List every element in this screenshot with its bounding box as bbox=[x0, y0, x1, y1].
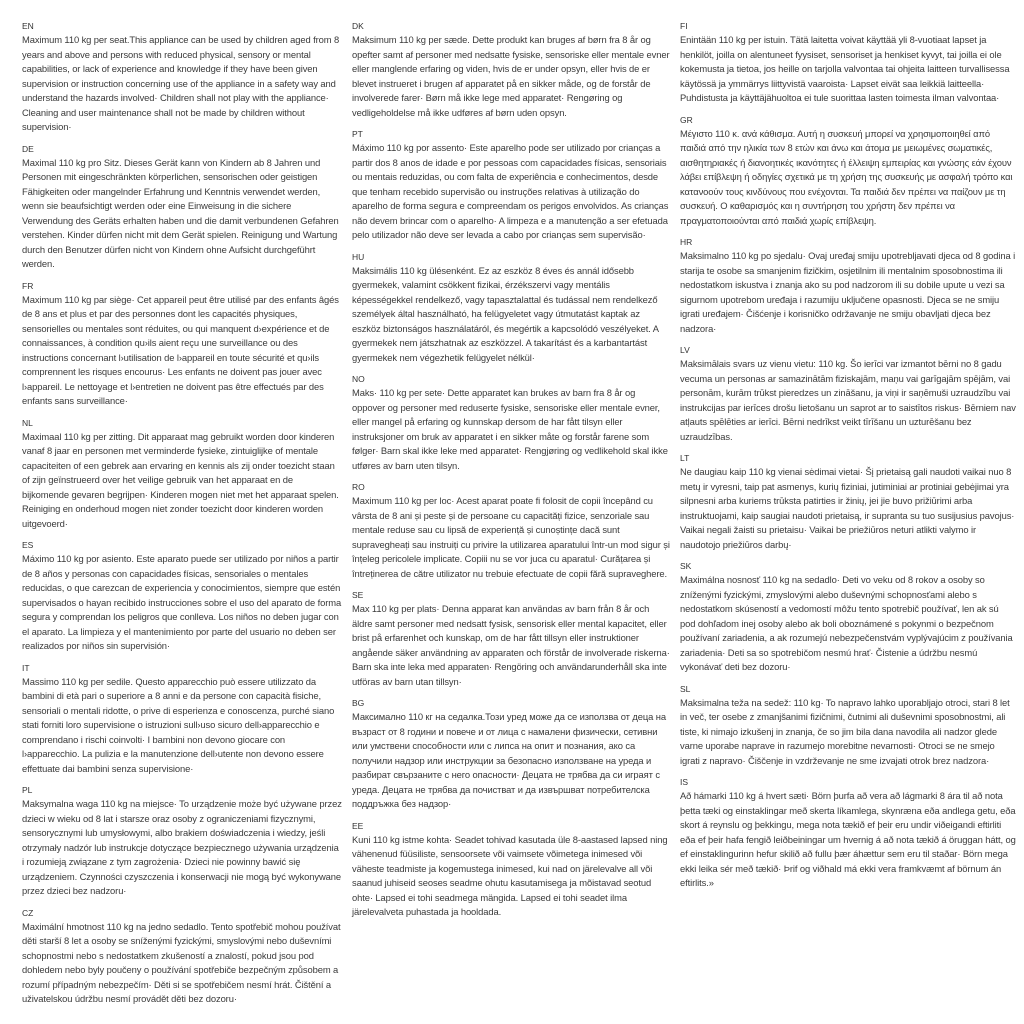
language-section-hu bbox=[352, 251, 670, 366]
instruction-text-line: concerning use of the appliance in a safety way and understand the hazards involved· bbox=[22, 77, 336, 103]
instruction-text-line: ou instruções relativas à utilização do aparelho de forma segura e compreendam os bbox=[352, 185, 640, 211]
instruction-paragraph bbox=[352, 833, 670, 920]
instruction-text-line: tietoa, jos heille on tarjolla valvontaa tai ohjeita laitteen turvallisessa käytössä ja bbox=[680, 63, 1010, 89]
instruction-text-line: ak boli oboznámené s pokynmi o bezpečnom používaní zariadenia, a ak rozumejú bbox=[680, 617, 994, 643]
language-code: BG bbox=[352, 698, 365, 708]
instruction-text-line: инструкции за безопасно използване на уреда и разбират свързаните с него bbox=[352, 754, 652, 780]
instruction-text-line: ou com falta de experiência e conhecimentos, desde que tenham recebido supervisão bbox=[352, 171, 659, 197]
instruction-text-line: se spotřebičem nesmí hrát. Čištění a uživatelskou údržbu nesmí provádět děti bez bbox=[22, 978, 331, 1004]
language-code: HR bbox=[680, 237, 693, 247]
instruction-paragraph bbox=[680, 127, 1016, 229]
language-section-pl bbox=[22, 784, 342, 899]
instruction-text-line: Að hámarki 110 kg á hvert sæti· Börn þurfa að vera að lágmarki 8 ára til að nota þetta bbox=[680, 790, 1003, 816]
instruction-paragraph bbox=[680, 357, 1016, 444]
instruction-text-line: Maximal 110 kg pro Sitz. Dieses Gerät kann von Kindern ab 8 Jahren und Personen mit bbox=[22, 156, 321, 182]
language-code: IT bbox=[22, 662, 30, 673]
instruction-text-line: Maksymalna waga 110 kg na miejsce· To urządzenie może być używane przez dzieci w bbox=[22, 798, 342, 824]
language-code: EN bbox=[22, 21, 34, 31]
instruction-text-line: reynslu og þekkingu, mega nota tækið ef þeir eru undir viðeigandi eftirliti eða ef þeir bbox=[680, 819, 1002, 845]
language-section-pt bbox=[352, 128, 670, 243]
language-code: FI bbox=[680, 21, 688, 31]
instruction-text-line: af personer med nedsatte fysiske, sensoriske eller mentale evner eller manglende bbox=[352, 48, 670, 74]
instruction-text-line: от 8 години и повече и от лица с намалени физически, сетивни или умствени bbox=[352, 725, 658, 751]
instruction-text-line: Massimo 110 kg per sedile. Questo apparecchio può essere utilizzato da bambini di età bbox=[22, 675, 317, 701]
instruction-text-line: sécurité et qu›ils comprennent les risques encourus· Les enfants ne doivent pas jouer bbox=[22, 351, 319, 377]
instruction-paragraph bbox=[352, 386, 670, 473]
instruction-text-line: Máximo 110 kg por assento· Este aparelho pode ser utilizado por crianças a partir dos 8 bbox=[352, 142, 661, 168]
language-section-sk bbox=[680, 560, 1016, 675]
instruction-text-line: starija te osobe sa smanjenim fizičkim, osjetilnim ili mentalnim sposobnostima ili bbox=[680, 264, 1003, 276]
instruction-text-line: käyttäjähuoltoa ei tule suorittaa lasten toimesta ilman valvontaa· bbox=[740, 92, 1000, 103]
instruction-text-line: leika sér með tækið· Þrif og viðhald má ekki vera framkvæmt af börnum án eftirlits.» bbox=[680, 862, 1002, 888]
instruction-text-line: gyermekek nem végezhetik felügyelet nélkül· bbox=[352, 351, 535, 363]
language-section-dk bbox=[352, 20, 670, 120]
instruction-text-line: o používání spotřebiče bezpečným způsobem a rozumí případným nebezpečím· Děti si bbox=[22, 964, 339, 990]
language-code: LV bbox=[680, 345, 690, 355]
instruction-text-line: above and persons with reduced physical, sensory or mental capabilities, or lack of bbox=[22, 48, 311, 74]
instruction-text-line: tapasztalattal és tudással nem rendelkező személyek által használható, ha felügyeletet bbox=[352, 293, 658, 319]
instruction-text-line: ani și peste și de persoane cu capacități fizice, senzoriale sau mentale reduse sau cu bbox=[352, 509, 650, 535]
language-code: FR bbox=[22, 280, 34, 291]
language-code: DE bbox=[22, 143, 34, 154]
instruction-text-line: Dzieci nie powinny bawić się urządzeniem. Czynności czyszczenia i konserwacji nie mogą bbox=[22, 856, 301, 882]
instruction-text-line: способности или с липса на опит и познания, ако са получили надзор или bbox=[352, 740, 636, 766]
language-code: PT bbox=[352, 129, 363, 139]
instruction-paragraph bbox=[22, 33, 342, 135]
instruction-text-line: personer med reduserte fysiske, sensoriske eller mentale evner, eller mangel på bbox=[352, 401, 660, 427]
instruction-paragraph bbox=[352, 33, 670, 120]
instruction-text-line: durchgeführt werden. bbox=[22, 243, 316, 269]
instruction-text-line: reçu une surveillance ou des instructions concernant l›utilisation de l›appareil en toute bbox=[22, 337, 298, 363]
instruction-text-line: non devono giocare con l›apparecchio. La pulizia e la manutenzione dell›utente non bbox=[22, 733, 286, 759]
instruction-text-line: starší 8 let a osoby se sníženými fyzickými, smyslovými nebo duševními schopnostmi bbox=[22, 935, 332, 961]
instruction-text-line: gebrek aan ervaring en kennis als zij onder toezicht staan of zijn geïnstrueerd over het bbox=[22, 459, 335, 485]
instruction-text-line: Reinigung und Wartung durch den Benutzer dürfen nicht von Kindern ohne Aufsicht bbox=[22, 229, 338, 255]
instruction-text-line: kurām trūkst pieredzes un zināšanu, ja viņi ir saņēmuši uzraudzību vai instrukcijas par bbox=[680, 387, 1011, 413]
instruction-text-line: valamint csökkent fizikai, érzékszervi vagy mentális képességekkel rendelkező, vagy bbox=[352, 279, 610, 305]
language-code: DK bbox=[352, 21, 364, 31]
language-section-sl bbox=[680, 683, 1016, 769]
instruction-text-line: seoses seadme ohutu kasutamisega ja mõistavad seotud ohte· Lapsed ei tohi seadmega bbox=[352, 877, 652, 903]
instruction-text-line: Máximo 110 kg por asiento. Este aparato puede ser utilizado por niños a partir de 8 bbox=[22, 553, 339, 579]
instruction-text-line: nebo s nedostatkem zkušeností a znalostí, pokud jsou pod dohledem nebo byly poučeny bbox=[22, 949, 314, 975]
language-section-ee bbox=[352, 820, 670, 920]
instruction-text-line: enfants sans surveillance· bbox=[22, 395, 128, 406]
language-code: HU bbox=[352, 251, 365, 262]
instruction-text-line: wieku od 8 lat i starsze oraz osoby z ograniczeniami fizycznymi, sensorycznymi lub bbox=[22, 812, 316, 838]
language-section-no bbox=[352, 373, 670, 473]
instruction-text-line: tæki og einstaklingar með skerta líkamlega, skynræna eða andlega getu, eða skort á bbox=[680, 804, 1016, 830]
instruction-text-line: made by children without supervision· bbox=[22, 106, 305, 132]
instruction-text-line: nebezpečenstvám vyplývajúcim z používania zariadenia· Deti sa so spotrebičom nesmú bbox=[680, 632, 1013, 658]
language-code: SL bbox=[680, 683, 691, 694]
instruction-paragraph bbox=[352, 494, 670, 581]
instruction-text-line: juca cu aparatul· Curățarea și întreținerea de către utilizator nu trebuie efectuate de bbox=[352, 553, 651, 579]
column-left bbox=[22, 20, 342, 1015]
instruction-text-line: och kunskap, om de har fått tillsyn eller instruktioner angående säker användning av bbox=[352, 632, 639, 658]
language-section-nl bbox=[22, 417, 342, 532]
instruction-text-line: umysłowymi, albo brakiem doświadczenia i wiedzy, jeśli otrzymały nadzór lub instrukcje bbox=[22, 827, 326, 853]
instruction-text-line: avec l›appareil. Le nettoyage et l›entretien ne doivent pas être effectués par des bbox=[22, 366, 324, 392]
instruction-text-line: Maximálna nosnosť 110 kg na sedadlo· Deti vo veku od 8 rokov a osoby so zníženými bbox=[680, 574, 985, 600]
instruction-paragraph bbox=[680, 696, 1016, 769]
instruction-paragraph bbox=[680, 249, 1016, 336]
language-section-cz bbox=[22, 907, 342, 1007]
instruction-text-line: Maximaal 110 kg per zitting. Dit apparaat mag gebruikt worden door kinderen vanaf 8 bbox=[22, 430, 335, 456]
instruction-text-line: veszélyeket. A gyermekek nem játszhatnak az eszközzel. A takarítást és a karbantartást bbox=[352, 322, 659, 348]
instruction-text-line: peligros que conlleva. Los niños no deben jugar con el aparato. La limpieza y el bbox=[22, 611, 339, 637]
instruction-text-line: mantenimiento por parte del usuario no deben ser realizados por niños sin supervisión· bbox=[22, 625, 336, 651]
instruction-text-line: un personas ar samazinātām fiziskajām, maņu vai garīgajām spējām, vai personām, bbox=[680, 372, 1011, 398]
language-section-hr bbox=[680, 236, 1016, 336]
instruction-text-line: fyzickými, zmyslovými alebo duševnými schopnosťami alebo s nedostatkom skúseností bbox=[680, 588, 977, 614]
instruction-text-line: Maksimālais svars uz vienu vietu: 110 kg. Šo ierīci var izmantot bērni no 8 gadu vecuma bbox=[680, 358, 1002, 384]
instruction-text-line: Maksimális 110 kg ülésenként. Ez az eszköz 8 éves és annál idősebb gyermekek, bbox=[352, 264, 634, 290]
instruction-text-line: utilizarea aparatului într-un mod sigur și înțeleg pericolele implicate. Copiii nu se vor bbox=[352, 538, 670, 564]
instruction-text-line: Rengöring och användarunderhåll ska inte utföras av barn utan tillsyn· bbox=[352, 661, 667, 687]
instruction-text-line: jaar en personen met verminderde fysieke, zintuiglijke of mentale capaciteiten of een bbox=[22, 445, 319, 471]
instruction-text-line: experience and knowledge if they have been given supervision or instruction bbox=[22, 63, 318, 89]
instruction-text-line: i en sikker måte og forstår farene som følger· Barn skal ikke leke med apparatet· bbox=[352, 430, 650, 456]
instruction-text-line: lipsă de experiență și cunoștințe dacă sunt supravegheați sau instruiți cu privire la bbox=[352, 524, 620, 550]
language-code: SK bbox=[680, 561, 692, 571]
language-section-fi bbox=[680, 20, 1016, 106]
instruction-text-line: nimajo izkušenj in znanja, če so jim bila dana navodila ali nadzor glede varne uporabe bbox=[680, 725, 998, 751]
instruction-text-line: vähenenud füüsiliste, sensoorsete või vaimsete võimetega inimesed või väheste bbox=[352, 848, 643, 874]
instruction-text-line: Maximum 110 kg par siège· Cet appareil peut être utilisé par des enfants âgés de 8 ans bbox=[22, 293, 339, 319]
instruction-paragraph bbox=[22, 156, 342, 272]
instruction-text-line: veilige gebruik van het apparaat en de bijkomende gevaren begrijpen· Kinderen mogen bbox=[22, 474, 294, 500]
instruction-text-line: personer med nedsatt fysisk, sensorisk eller mental kapacitet, eller brist på erfarenhet bbox=[352, 617, 667, 643]
instruction-text-line: apparatet på en sikker måde, og de forstår de involverede farer· Børn må ikke lege med bbox=[352, 77, 651, 103]
instruction-text-line: niet met het apparaat spelen. Reiniging en onderhoud mogen niet zonder toezicht door bbox=[22, 488, 339, 514]
language-section-ro bbox=[352, 481, 670, 581]
instruction-text-line: réduites, ou qui manquent d›expérience et de connaissances, à condition qu›ils aient bbox=[22, 322, 330, 348]
language-section-fr bbox=[22, 280, 342, 409]
instruction-text-line: eingeschränkten körperlichen, sensorischen oder geistigen Fähigkeiten oder bbox=[22, 171, 318, 197]
instruction-text-line: devono essere effettuate dai bambini senza supervisione· bbox=[22, 748, 324, 774]
language-section-bg bbox=[352, 697, 670, 812]
language-code: NO bbox=[352, 374, 365, 384]
language-code: LT bbox=[680, 453, 690, 463]
instruction-text-line: et plus et par des personnes dont les capacités physiques, sensorielles ou mentales sont bbox=[22, 308, 298, 334]
instruction-text-line: Max 110 kg per plats· Denna apparat kan användas av barn från 8 år och äldre samt bbox=[352, 603, 650, 629]
instruction-text-line: in vzdrževanje ne sme izvajati otrok brez nadzora· bbox=[785, 754, 990, 766]
instruction-text-line: κινδύνους που ενέχονται. Τα παιδιά δεν πρέπει να παίζουν με τη συσκευή. Ο bbox=[680, 185, 1006, 211]
instruction-paragraph bbox=[352, 602, 670, 689]
instruction-paragraph bbox=[680, 573, 1016, 675]
instruction-text-line: recibido instrucciones sobre el uso del aparato de forma segura y comprendan los bbox=[22, 596, 342, 622]
instruction-text-line: hafa fengið leiðbeiningar um hvernig á að nota tækið á öruggan hátt, og ef bbox=[680, 833, 1016, 859]
instruction-text-line: ierīci. Bērni nedrīkst veikt tīrīšanu un uzturēšanu bez uzraudzības. bbox=[680, 416, 972, 442]
instruction-text-line: Maksimum 110 kg per sæde. Dette produkt kan bruges af børn fra 8 år og opefter samt bbox=[352, 34, 651, 60]
instruction-text-line: dotyczące bezpiecznego używania urządzenia i rozumieją związane z tym zagrożenia· bbox=[22, 841, 339, 867]
language-section-de bbox=[22, 143, 342, 272]
instruction-paragraph bbox=[680, 789, 1016, 891]
instruction-text-line: Maks· 110 kg per sete· Dette apparatet kan brukes av barn fra 8 år og oppover og bbox=[352, 387, 636, 413]
language-code: EE bbox=[352, 820, 364, 831]
instruction-paragraph bbox=[680, 465, 1016, 552]
instruction-text-line: hrať· Čistenie a údržbu nesmú vykonávať deti bez dozoru· bbox=[680, 646, 978, 672]
language-section-it bbox=[22, 662, 342, 777]
instruction-text-line: joilla on alentuneet fyysiset, sensoriset ja henkiset kyvyt, tai joilla ei ole kokemusta ja bbox=[680, 48, 1002, 74]
instruction-text-line: carezcan de experiencia y conocimientos, siempre que estén supervisados o hayan bbox=[22, 582, 341, 608]
instruction-paragraph bbox=[22, 430, 342, 532]
instruction-paragraph bbox=[680, 33, 1016, 106]
instruction-text-line: Maksimalna teža na sedež: 110 kg· To napravo lahko uporabljajo otroci, stari 8 let in bbox=[680, 696, 1010, 722]
instruction-text-line: pari o superiore a 8 anni e da persone con capacità fisiche, sensoriali o mentali ridotte, bbox=[22, 690, 321, 716]
instruction-text-line: saugiai naudoti prietaisą, ir supranta su tuo susijusius pavojus· Vaikai negali žaisti su bbox=[680, 509, 1015, 535]
instruction-text-line: dozoru· bbox=[205, 993, 237, 1004]
instruction-text-line: опасности· Децата не трябва да си играят с уреда. Децата не трябва да почистват и bbox=[352, 769, 660, 795]
instruction-text-line: manutenção a ser efetuada pelo utilizador não deve ser levada a cabo por crianças sem bbox=[352, 214, 668, 240]
instruction-text-line: από την ηλικία των 8 ετών και άνω και άτομα με μειωμένες σωματικές, αισθητηριακές bbox=[680, 142, 993, 168]
instruction-text-line: istruzioni sull›uso sicuro dell›apparecchio e comprendano i rischi coinvolti· I bambini bbox=[22, 719, 320, 745]
instruction-text-line: Maximální hmotnost 110 kg na jedno sedadlo. Tento spotřebič mohou používat děti bbox=[22, 920, 341, 946]
instruction-text-line: Maximum 110 kg per seat.This appliance can be used by children aged from 8 years and bbox=[22, 34, 340, 60]
language-section-lt bbox=[680, 452, 1016, 552]
language-section-is bbox=[680, 776, 1016, 891]
instruction-paragraph bbox=[352, 710, 670, 812]
instruction-text-line: Ne daugiau kaip 110 kg vienai sėdimai vietai· Šį prietaisą gali naudoti vaikai nuo 8 metų bbox=[680, 466, 1012, 492]
instruction-text-line: być wykonywane przez dzieci bez nadzoru· bbox=[22, 870, 341, 896]
instruction-text-line: ή διανοητικές ικανότητες ή έλλειψη εμπειρίας και γνώσης εάν έχουν λάβει επίβλεψη ή bbox=[680, 156, 1012, 182]
column-middle bbox=[352, 20, 670, 928]
instruction-text-line: prietaisu· Vaikai be priežiūros neturi atlikti valymo ir naudotojo priežiūros darbų· bbox=[680, 524, 976, 550]
instruction-text-line: sigurnom upotrebom uređaja i razumiju uključene opasnosti. Djeca se ne smiju igrati bbox=[680, 293, 1000, 319]
instruction-text-line: anos de idade e por pessoas com capacidades físicas, sensoriais ou mentais reduzidas, bbox=[352, 156, 667, 182]
instruction-paragraph bbox=[22, 552, 342, 654]
instruction-paragraph bbox=[22, 293, 342, 409]
instruction-text-line: damit verbundenen Gefahren verstehen. Kinder dürfen nicht mit dem Gerät spielen. bbox=[22, 214, 339, 240]
instruction-text-line: Maksimalno 110 kg po sjedalu· Ovaj uređaj smiju upotrebljavati djeca od 8 godina i bbox=[680, 250, 1016, 261]
instruction-text-line: mangelnder Erfahrung und Kenntnis verwendet werden, wenn sie beaufsichtigt werden bbox=[22, 185, 321, 211]
instruction-text-line: supervisão· bbox=[598, 229, 646, 240]
column-right bbox=[680, 20, 1016, 899]
instruction-text-line: več, ter osebe z zmanjšanimi fizičnimi, čutnimi ali duševnimi sposobnostmi, ali tiste, ki bbox=[680, 711, 1006, 737]
instruction-text-line: да извършват потребителска поддръжка без надзор· bbox=[352, 783, 650, 809]
instruction-text-line: apparaten och förstår de involverade riskerna· Barn ska inte leka med apparaten· bbox=[352, 646, 670, 672]
instruction-text-line: apparatet· Rengøring og vedligeholdelse må ikke udføres af børn uden opsyn. bbox=[352, 92, 623, 118]
instruction-text-line: perigos envolvidos. As crianças não devem brincar com o aparelho· A limpeza e a bbox=[352, 200, 669, 226]
instruction-text-line: Максимално 110 кг на седалка.Този уред може да се използва от деца на възраст bbox=[352, 711, 666, 737]
language-section-se bbox=[352, 589, 670, 689]
instruction-text-line: καθαρισμός και η συντήρηση του χρήστη δεν πρέπει να πραγματοποιούνται από bbox=[680, 200, 955, 226]
instruction-text-line: Μέγιστο 110 κ. ανά κάθισμα. Αυτή η συσκευή μπορεί να χρησιμοποιηθεί από παιδιά bbox=[680, 127, 990, 153]
instruction-text-line: Maximum 110 kg per loc· Acest aparat poate fi folosit de copii începând cu vârsta de 8 bbox=[352, 495, 653, 521]
language-code: ES bbox=[22, 540, 34, 550]
instruction-text-line: οδηγίες σχετικά με τη χρήση της συσκευής με ασφαλή τρόπο και κατανοούν τους bbox=[680, 171, 1013, 197]
language-section-es bbox=[22, 539, 342, 654]
instruction-text-line: mängida. Lapsed ei tohi seadet ilma järelevalveta puhastada ja hooldada. bbox=[352, 891, 627, 917]
instruction-text-line: naprave in razumejo morebitne nevarnosti· Otroci se ne smejo igrati z napravo· Čiščenje bbox=[680, 740, 995, 766]
language-code: IS bbox=[680, 777, 689, 787]
instruction-text-line: einstaklingurinn hefur skilið að fullu þær áhættur sem eru til staðar· Börn mega ekki bbox=[680, 848, 1008, 874]
instruction-text-line: ymmärrys liittyvistä vaaroista· Lapset eivät saa leikkiä laitteella· Puhdistusta ja bbox=[680, 77, 985, 103]
instruction-paragraph bbox=[22, 797, 342, 899]
instruction-text-line: nedostatkom iskustva i znanja ako su pod nadzorom ili su dobile upute u vezi sa bbox=[680, 279, 1005, 290]
instruction-text-line: vagy útmutatást kaptak az eszköz biztonságos használatáról, és megértik a kapcsolódó bbox=[352, 308, 640, 334]
instruction-text-line: uređajem· Čišćenje i korisničko održavanje ne smiju obavljati djeca bez nadzora· bbox=[680, 308, 991, 334]
instruction-text-line: ierīces drošu lietošanu un saprot ar to saistītos riskus· Bērniem nav atļauts spēlēties ar bbox=[680, 401, 1016, 427]
instruction-text-line: παιδιά χωρίς επίβλεψη. bbox=[781, 214, 877, 226]
instruction-text-line: kinderen worden uitgevoerd· bbox=[22, 503, 324, 529]
instruction-text-line: erfaring og kunnskap dersom de har fått tilsyn eller instruksjoner om bruk av apparatet bbox=[352, 416, 623, 442]
language-section-en bbox=[22, 20, 342, 135]
instruction-paragraph bbox=[22, 675, 342, 777]
instruction-paragraph bbox=[352, 264, 670, 366]
instruction-text-line: Children shall not play with the appliance· Cleaning and user maintenance shall not be bbox=[22, 92, 329, 118]
language-section-lv bbox=[680, 344, 1016, 444]
instruction-text-line: a vedomostí môžu tento spotrebič používať, len ak sú pod dohľadom inej osoby alebo bbox=[680, 603, 999, 629]
instruction-text-line: Kuni 110 kg istme kohta· Seadet tohivad kasutada üle 8-aastased lapsed ning bbox=[352, 833, 668, 845]
instruction-text-line: copii fără supraveghere. bbox=[568, 567, 668, 579]
language-section-gr bbox=[680, 114, 1016, 229]
language-code: PL bbox=[22, 785, 33, 795]
instruction-text-line: Enintään 110 kg per istuin. Tätä laitetta voivat käyttää yli 8-vuotiaat lapset ja henkilöt, bbox=[680, 34, 987, 60]
language-code: SE bbox=[352, 590, 364, 600]
language-code: NL bbox=[22, 417, 33, 428]
language-code: GR bbox=[680, 114, 693, 125]
instruction-text-line: arba kuriems trūksta patirties ir žinių, jei jie buvo prižiūrimi arba instruktuojami, kaip bbox=[680, 495, 973, 521]
instruction-paragraph bbox=[22, 920, 342, 1007]
instruction-text-line: o prive di esperienza e conoscenza, purché siano stati forniti loro supervisione o bbox=[22, 704, 335, 730]
instruction-text-line: teadmiste ja kogemustega inimesed, kui nad on järelevalve all või saanud juhiseid bbox=[352, 862, 653, 888]
instruction-text-line: ir vyresni, taip pat asmenys, kurių fiziniai, jutiminiai ar protiniai gebėjimai yra silpnesni bbox=[680, 480, 1009, 506]
language-code: CZ bbox=[22, 907, 34, 918]
instruction-paragraph bbox=[352, 141, 670, 243]
instruction-text-line: erfaring og viden, hvis de er under opsyn, eller hvis de er blevet instrueret i brugen af bbox=[352, 63, 650, 89]
instruction-text-line: oder eine Einweisung in die sichere Verwendung des Geräts erhalten haben und die bbox=[22, 200, 292, 226]
instruction-text-line: Rengjøring og vedlikehold skal ikke utføres av barn uten tilsyn. bbox=[352, 445, 668, 471]
language-code: RO bbox=[352, 482, 365, 492]
instruction-text-line: años y personas con capacidades físicas, sensoriales o mentales reducidas, o que bbox=[22, 567, 309, 593]
